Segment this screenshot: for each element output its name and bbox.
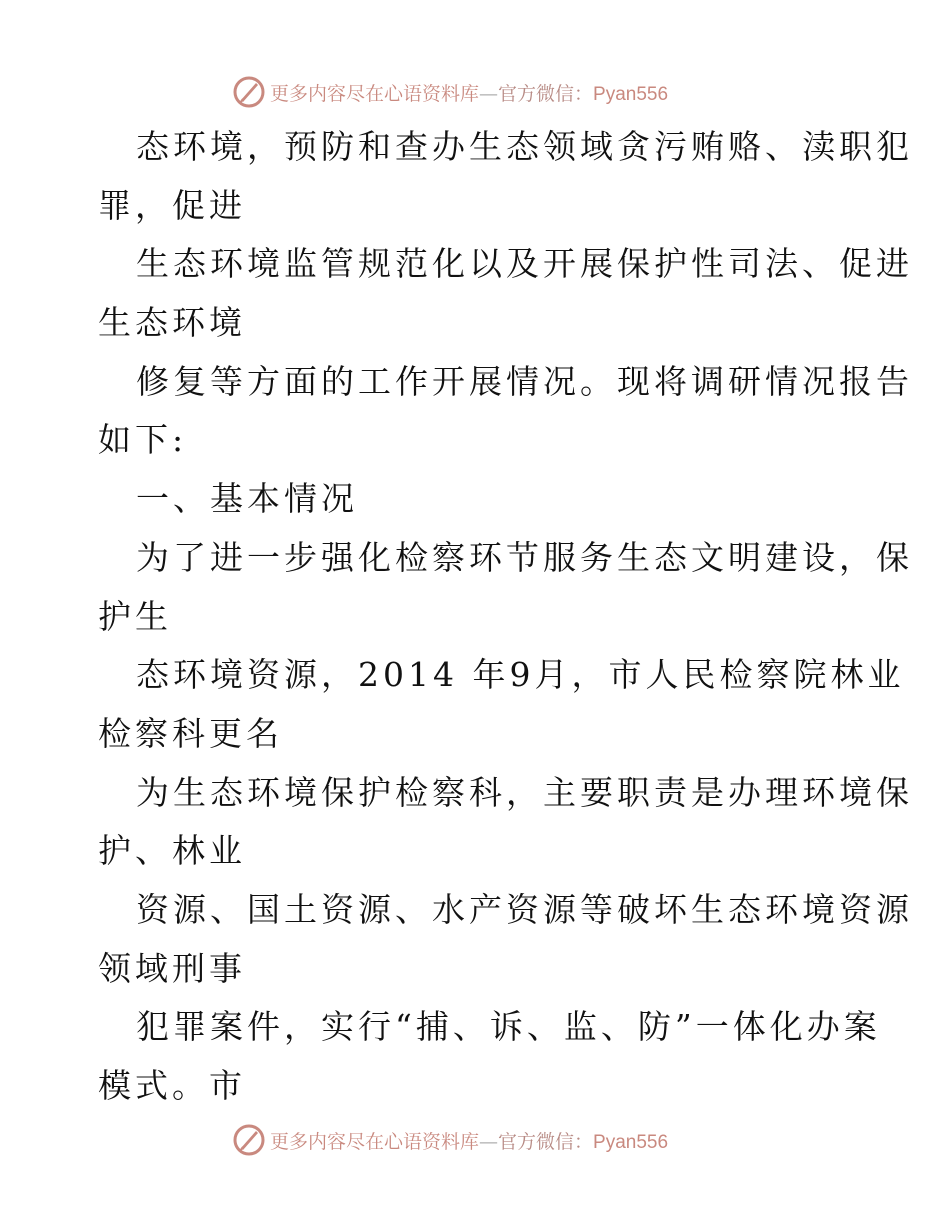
header-banner — [232, 72, 712, 112]
banner-dash: — — [479, 1130, 499, 1153]
text-line: 护、林业 — [98, 831, 246, 871]
text-line: 犯罪案件，实行“捕、诉、监、防”一体化办案 — [136, 1007, 881, 1047]
feather-pen-logo-icon — [232, 75, 266, 109]
banner-wechat-label: 官方微信： — [498, 1130, 594, 1153]
text-line: 为生态环境保护检察科，主要职责是办理环境保 — [136, 772, 913, 812]
text-line: 为了进一步强化检察环节服务生态文明建设，保 — [136, 537, 913, 577]
feather-pen-logo-icon — [232, 1123, 266, 1157]
text-line: 如下: — [98, 420, 188, 460]
text-line: 资源、国土资源、水产资源等破坏生态环境资源 — [136, 889, 913, 929]
text-line: 罪，促进 — [98, 185, 246, 225]
banner-brand-text: 更多内容尽在心语资料库 — [270, 1130, 480, 1153]
section-heading: 一、基本情况 — [136, 479, 358, 519]
text-line: 态环境资源，2014 年9月，市人民检察院林业 — [136, 655, 905, 695]
document-body — [98, 118, 913, 1116]
text-line: 护生 — [98, 596, 172, 636]
text-line: 模式。市 — [98, 1066, 246, 1105]
text-line: 修复等方面的工作开展情况。现将调研情况报告 — [136, 361, 913, 401]
banner-account: Pyan556 — [593, 83, 669, 105]
banner-brand-text: 更多内容尽在心语资料库 — [270, 82, 480, 105]
text-line: 态环境，预防和查办生态领域贪污贿赂、渎职犯 — [136, 127, 913, 166]
footer-banner — [232, 1120, 712, 1160]
text-line: 检察科更名 — [98, 713, 283, 753]
text-line: 生态环境 — [98, 303, 246, 343]
text-line: 领域刑事 — [98, 948, 246, 988]
banner-dash: — — [479, 82, 499, 105]
banner-account: Pyan556 — [593, 1131, 669, 1153]
text-line: 生态环境监管规范化以及开展保护性司法、促进 — [136, 244, 913, 284]
banner-wechat-label: 官方微信： — [498, 82, 594, 105]
